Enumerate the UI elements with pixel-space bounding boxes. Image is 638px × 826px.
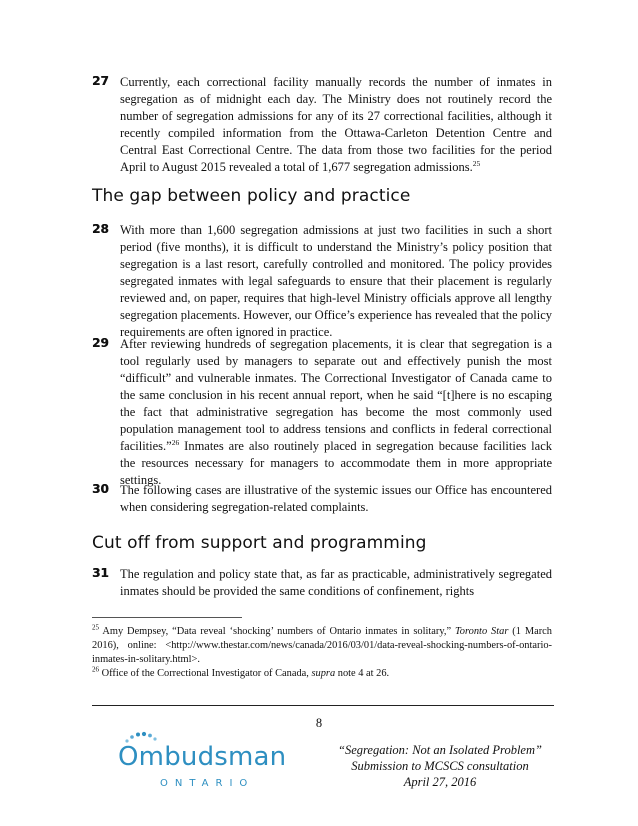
ombudsman-logo [118, 742, 328, 804]
section-heading-gap: The gap between policy and practice [92, 186, 411, 206]
paragraph-text: With more than 1,600 segregation admissions at just two facilities in such a short period (five months), it is difficult to understand the Ministry’s policy position that segregation is a last resort, carefully controlled and monitored. The policy provides segregated inmates with legal safeguards to ensure that their placement is regularly reviewed and, on paper, requires that high-level Ministry officials approve all lengthy segregation placements. However, our Office’s experience has revealed that the policy requirements are often ignored in practice. [120, 223, 552, 339]
paragraph-number: 27 [92, 74, 109, 88]
submission-title: “Segregation: Not an Isolated Problem” [338, 743, 542, 757]
paragraph-text: The following cases are illustrative of the systemic issues our Office has encountered when considering segregation-related complaints. [120, 483, 552, 514]
paragraph-29 [92, 336, 552, 489]
footnote-26: $^{26}$ Office of the Correctional Investigator of Canada, supra note 4 at 26. [92, 665, 390, 679]
paragraph-text: After reviewing hundreds of segregation placements, it is clear that segregation is a tool regularly used by managers to separate out and effectively punish the most “difficult” and vulnerable inmates. The Correctional Investigator of Canada came to the same conclusion in his recent annual report, when he said “[t]here is no escaping the fact that administrative segregation has become the most commonly used population management tool to address tensions and conflicts in federal correctional facilities.”$^{26}$ Inmates are also routinely placed in segregation because facilities lack the resources necessary for managers to accommodate them in more appropriate settings. [120, 337, 552, 487]
footnote-ref-25[interactable]: 25 [472, 158, 481, 168]
paragraph-number: 30 [92, 482, 109, 496]
footnote-ref-26[interactable]: 26 [171, 437, 180, 447]
submission-date: April 27, 2016 [403, 775, 477, 789]
paragraph-number: 29 [92, 336, 109, 350]
submission-info [330, 742, 550, 790]
paragraph-text: Currently, each correctional facility manually records the number of inmates in segregation as of midnight each day. The Ministry does not routinely record the number of segregation admissions for any of its 27 correctional facilities, although it recently compiled information from the Ottawa-Carleton Detention Centre and Central East Correctional Centre. The data from those two facilities for the period April to August 2015 revealed a total of 1,677 segregation admissions.$^{25}$ [120, 75, 552, 174]
paragraph-text: The regulation and policy state that, as far as practicable, administratively segregated inmates should be provided the same conditions of confinement, rights [120, 567, 552, 598]
paragraph-27 [92, 74, 552, 176]
section-heading-cutoff: Cut off from support and programming [92, 533, 427, 553]
paragraph-number: 28 [92, 222, 109, 236]
footnote-url[interactable]: (1 March 2016), online: <http://www.thestar.com/news/canada/2016/03/01/data-reveal-shocking-numbers-of-ontario-inmates-in-solitary.html>. [92, 626, 552, 665]
paragraph-31 [92, 566, 552, 600]
footer-divider [92, 705, 554, 706]
footnote-divider [92, 617, 242, 618]
logo-subtitle: ONTARIO [160, 778, 255, 789]
submission-consultation: Submission to MCSCS consultation [351, 759, 529, 773]
paragraph-number: 31 [92, 566, 109, 580]
footnotes [92, 625, 552, 681]
logo-wordmark: Ombudsman [118, 742, 287, 772]
paragraph-28 [92, 222, 552, 341]
footnote-25: $^{25}$ Amy Dempsey, “Data reveal ‘shocking’ numbers of Ontario inmates in solitary,” Toronto Star (1 March 2016), online: <http://www.thestar.com/news/canada/2016/03/01/data-reveal-shocking-numbers-of-ontario-inmates-in-solitary.html>. [92, 623, 552, 665]
paragraph-30 [92, 482, 552, 516]
page-number: 8 [315, 716, 323, 730]
